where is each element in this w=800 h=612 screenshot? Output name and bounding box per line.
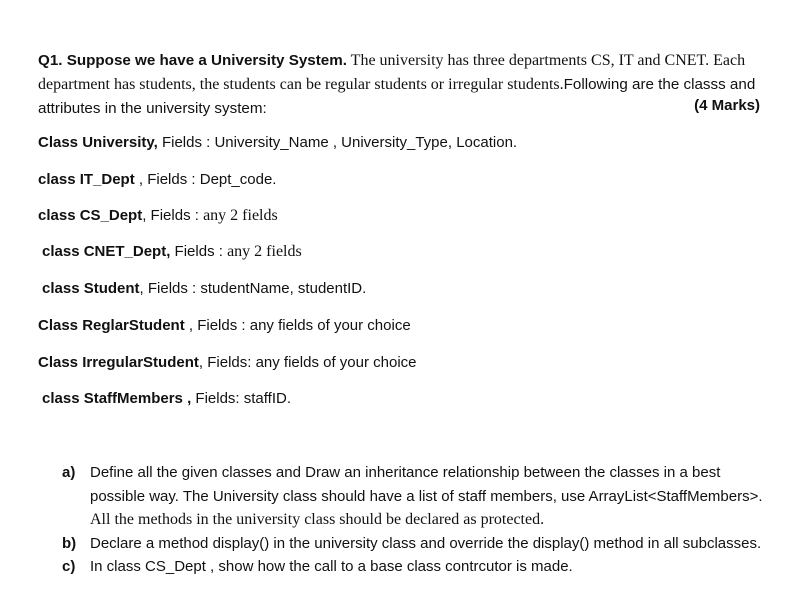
class-name: Class ReglarStudent: [38, 317, 185, 334]
task-item-a: [62, 461, 774, 532]
class-fields: , Fields : any fields of your choice: [184, 317, 411, 334]
class-fields-serif: any 2 fields: [203, 207, 278, 224]
class-line-university: [38, 134, 517, 151]
class-fields: Fields :: [170, 243, 228, 260]
class-fields-serif: any 2 fields: [227, 243, 302, 260]
class-fields: , Fields : Dept_code.: [134, 171, 277, 188]
class-fields: , Fields : studentName, studentID.: [139, 280, 367, 297]
class-fields: , Fields :: [142, 207, 204, 224]
class-name: class StaffMembers ,: [42, 390, 192, 407]
task-item-b: [62, 532, 774, 556]
question-title: Q1. Suppose we have a University System.: [38, 52, 347, 69]
task-label: c): [62, 558, 76, 575]
task-label: b): [62, 534, 77, 552]
task-text-serif: All the methods in the university class should be declared as protected.: [90, 511, 545, 528]
class-line-cs-dept: [38, 207, 278, 225]
class-name: class Student: [42, 280, 140, 297]
marks-label: (4 Marks): [694, 97, 760, 114]
class-line-regular-student: [38, 317, 411, 334]
class-name: class CNET_Dept,: [42, 243, 171, 260]
task-item-c: [62, 555, 774, 579]
class-line-it-dept: [38, 171, 276, 188]
question-description-cont: Following are the classs and attributes in the university system:: [38, 76, 756, 117]
question-description: The university has three departments CS, IT and CNET. Each department has students, the students can be regular students or irregular students.: [38, 52, 746, 93]
class-fields: , Fields: any fields of your choice: [198, 354, 417, 371]
task-text: Declare a method display() in the university class and override the display() method in all subclasses.: [90, 534, 762, 552]
class-name: Class University,: [38, 134, 158, 151]
class-fields: Fields: staffID.: [191, 390, 291, 407]
task-text: Define all the given classes and Draw an inheritance relationship between the classes in a best possible way. The University class should have a list of staff members, use ArrayList<StaffMembers>.: [90, 464, 763, 505]
class-line-cnet-dept: [42, 243, 302, 261]
class-fields: Fields : University_Name , University_Type, Location.: [157, 134, 518, 151]
class-line-student: [42, 280, 366, 297]
class-name: class IT_Dept: [38, 171, 135, 188]
class-name: class CS_Dept: [38, 207, 143, 224]
question-intro: [38, 49, 774, 121]
class-line-irregular-student: [38, 354, 417, 371]
class-name: Class IrregularStudent: [38, 354, 199, 371]
task-list: [62, 461, 774, 579]
class-line-staff-members: [42, 390, 291, 407]
task-label: a): [62, 464, 76, 481]
task-text: In class CS_Dept , show how the call to a base class contrcutor is made.: [90, 558, 573, 575]
